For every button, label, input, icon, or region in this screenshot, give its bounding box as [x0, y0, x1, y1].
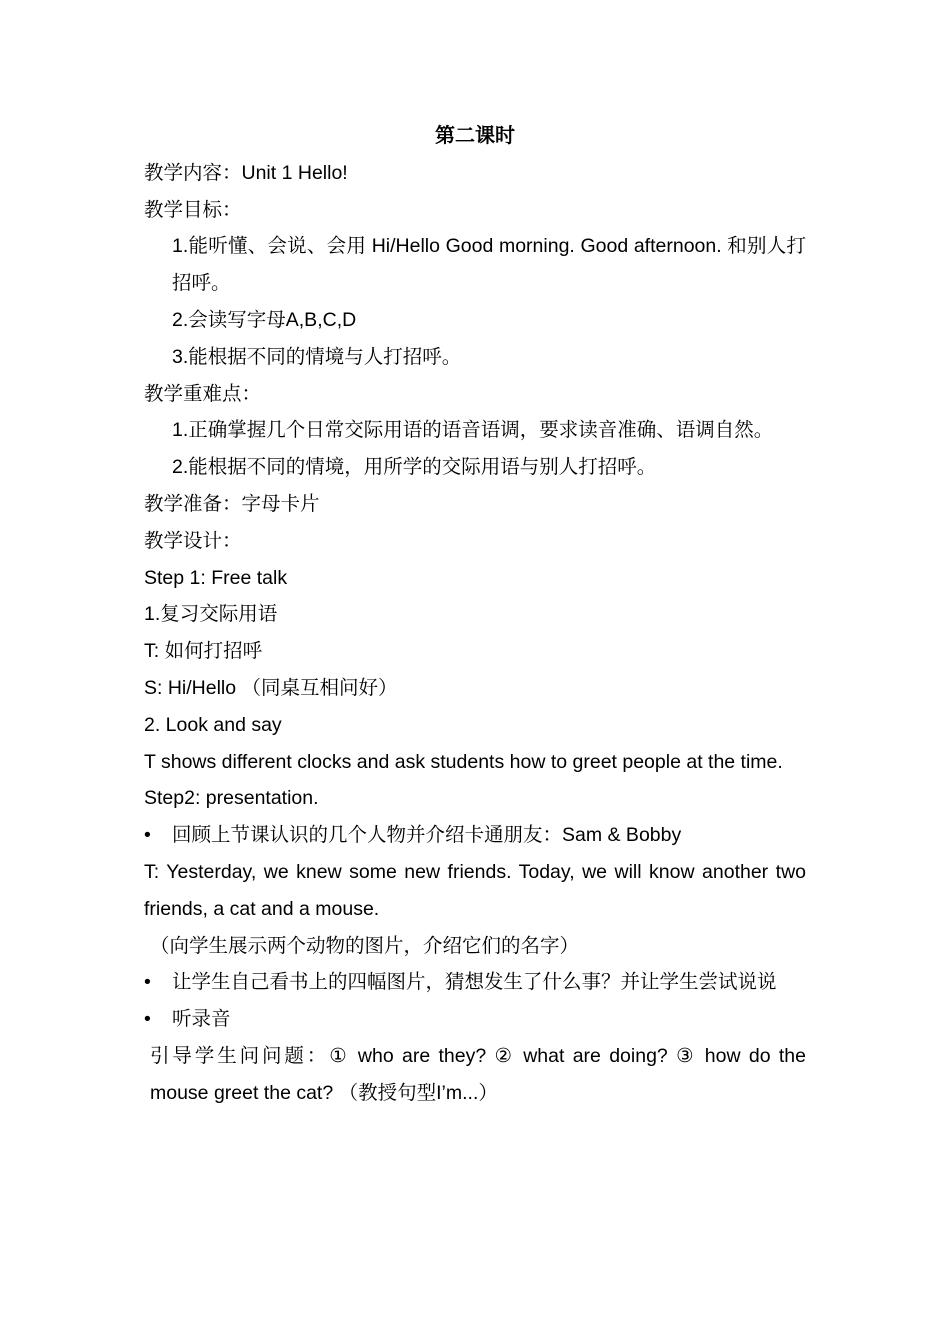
teacher-note: （向学生展示两个动物的图片，介绍它们的名字） [150, 934, 580, 957]
clocks-paragraph: T shows different clocks and ask students how to greet people at the time. [144, 750, 783, 773]
step2-heading: Step2: presentation. [144, 787, 319, 810]
preparation: 教学准备：字母卡片 [144, 492, 320, 515]
bullet-text: 听录音 [172, 1008, 231, 1031]
objective-item: 3.能根据不同的情境与人打招呼。 [172, 345, 462, 368]
bullet-item [144, 817, 806, 854]
teaching-content: 教学内容：Unit 1 Hello! [144, 161, 348, 184]
step1-heading: Step 1: Free talk [144, 566, 288, 589]
step1-item: 2. Look and say [144, 713, 282, 736]
objectives-heading: 教学目标： [144, 198, 242, 221]
teacher-line: T: Yesterday, we knew some new friends. Today, we will know another two friends, a cat and a mouse. [144, 860, 806, 920]
bullet-icon [144, 1001, 154, 1038]
key-points-heading: 教学重难点： [144, 382, 262, 405]
bullet-item [144, 964, 806, 1001]
step1-item: 1.复习交际用语 [144, 603, 278, 626]
teacher-line: T: 如何打招呼 [144, 640, 263, 663]
bullet-icon [144, 817, 154, 854]
bullet-item [144, 1001, 806, 1038]
questions-paragraph: 引导学生问问题：① who are they? ② what are doing? ③ how do the mouse greet the cat? （教授句型I’m...） [150, 1044, 806, 1104]
key-point-item: 1.正确掌握几个日常交际用语的语音语调，要求读音准确、语调自然。 [172, 419, 774, 442]
document-body [144, 118, 806, 1112]
bullet-text: 回顾上节课认识的几个人物并介绍卡通朋友：Sam & Bobby [172, 824, 682, 847]
objective-item: 1.能听懂、会说、会用 Hi/Hello Good morning. Good afternoon. 和别人打招呼。 [172, 235, 806, 295]
bullet-text: 让学生自己看书上的四幅图片，猜想发生了什么事？并让学生尝试说说 [172, 971, 777, 994]
key-point-item: 2.能根据不同的情境，用所学的交际用语与别人打招呼。 [172, 456, 657, 479]
student-line: S: Hi/Hello （同桌互相问好） [144, 676, 398, 699]
page-title: 第二课时 [435, 125, 515, 147]
bullet-icon [144, 964, 154, 1001]
design-heading: 教学设计： [144, 529, 242, 552]
objective-item: 2.会读写字母A,B,C,D [172, 308, 357, 331]
